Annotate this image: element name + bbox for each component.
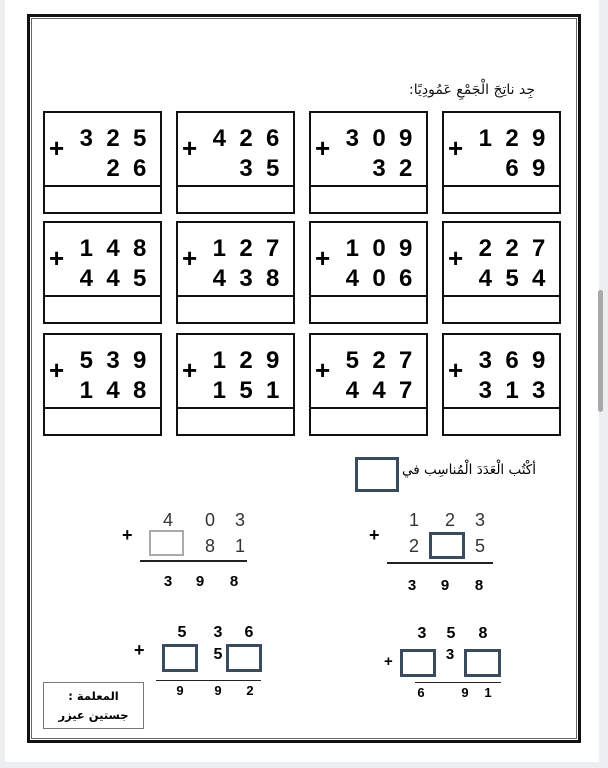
digit: 2 <box>398 155 413 182</box>
answer-cell[interactable] <box>311 407 426 434</box>
digit: 1 <box>345 235 359 262</box>
digit: 4 <box>345 265 359 292</box>
problem-card <box>43 111 162 214</box>
digit: 5 <box>132 265 147 292</box>
digit: 0 <box>204 510 215 530</box>
digit: 2 <box>246 683 254 698</box>
digit: 2 <box>372 347 386 374</box>
plus-sign: + <box>448 243 464 273</box>
problem-card <box>43 333 162 436</box>
answer-box[interactable] <box>149 530 184 556</box>
problem-card <box>309 333 428 436</box>
answer-box[interactable] <box>162 644 198 672</box>
answer-cell[interactable] <box>178 295 293 322</box>
digit: 2 <box>505 235 519 262</box>
plus-sign: + <box>448 355 464 385</box>
digit: 3 <box>213 624 223 641</box>
addend-bottom <box>339 157 419 181</box>
digit: 1 <box>408 510 419 530</box>
addend-top <box>339 237 419 261</box>
plus-sign: + <box>315 243 331 273</box>
problem-card <box>309 221 428 324</box>
digit: 3 <box>531 377 546 404</box>
addend-bottom <box>206 379 286 403</box>
problem-card <box>442 333 561 436</box>
digit: 5 <box>132 125 147 152</box>
digit: 7 <box>398 347 413 374</box>
digit: 4 <box>531 265 546 292</box>
answer-cell[interactable] <box>45 295 160 322</box>
addend-bottom <box>339 267 419 291</box>
answer-box[interactable] <box>400 649 436 677</box>
digit: 5 <box>505 265 519 292</box>
digit: 6 <box>265 125 280 152</box>
scrollbar[interactable] <box>598 290 603 412</box>
digit: 1 <box>234 536 245 556</box>
digit: 9 <box>531 347 546 374</box>
digit: 6 <box>132 155 147 182</box>
digit: 3 <box>478 347 492 374</box>
digit: 3 <box>417 625 427 642</box>
digit: 9 <box>176 683 184 698</box>
instruction-box-icon <box>355 457 399 492</box>
problem-card <box>43 221 162 324</box>
digit: 1 <box>505 377 519 404</box>
digit: 9 <box>398 125 413 152</box>
digit: 4 <box>79 265 93 292</box>
addend-bottom <box>73 379 153 403</box>
digit: 9 <box>461 685 469 700</box>
teacher-label: المعلمة : <box>68 689 119 703</box>
digit: 4 <box>212 125 226 152</box>
digit: 1 <box>265 377 280 404</box>
digit: 1 <box>212 347 226 374</box>
digit: 5 <box>345 347 359 374</box>
digit <box>339 157 366 181</box>
answer-cell[interactable] <box>444 407 559 434</box>
digit: 8 <box>229 573 239 590</box>
digit: 3 <box>478 377 492 404</box>
digit: 1 <box>79 377 93 404</box>
digit: 2 <box>106 155 120 182</box>
plus-sign: + <box>49 243 65 273</box>
worksheet-title: جِد ناتِجَ الْجَمْعِ عَمُودِيًا: <box>409 82 535 98</box>
digit: 4 <box>345 377 359 404</box>
digit: 4 <box>212 265 226 292</box>
plus-sign: + <box>122 525 133 545</box>
addend-bottom <box>339 379 419 403</box>
digit: 4 <box>106 377 120 404</box>
digit: 7 <box>398 377 413 404</box>
plus-sign: + <box>315 355 331 385</box>
digit: 4 <box>478 265 492 292</box>
digit: 9 <box>440 577 450 594</box>
problem-card <box>442 221 561 324</box>
digit: 9 <box>531 125 546 152</box>
digit: 8 <box>132 377 147 404</box>
digit: 5 <box>474 536 485 556</box>
addend-top <box>73 237 153 261</box>
addend-bottom <box>472 157 552 181</box>
teacher-box <box>43 682 144 729</box>
answer-box[interactable] <box>226 644 262 672</box>
digit: 6 <box>398 265 413 292</box>
digit: 2 <box>505 125 519 152</box>
addend-bottom <box>206 267 286 291</box>
addend-top <box>472 237 552 261</box>
digit: 3 <box>407 577 417 594</box>
plus-sign: + <box>134 640 145 660</box>
digit: 0 <box>372 265 386 292</box>
digit <box>472 157 499 181</box>
plus-sign: + <box>384 653 393 670</box>
problem-card <box>176 333 295 436</box>
problem-card <box>176 111 295 214</box>
digit: 4 <box>106 235 120 262</box>
digit: 5 <box>239 377 253 404</box>
digit: 8 <box>132 235 147 262</box>
digit: 3 <box>239 155 253 182</box>
digit: 8 <box>204 536 215 556</box>
answer-cell[interactable] <box>444 185 559 212</box>
digit: 1 <box>478 125 492 152</box>
digit: 6 <box>505 155 519 182</box>
answer-cell[interactable] <box>444 295 559 322</box>
addend-top <box>206 349 286 373</box>
digit: 3 <box>445 646 455 663</box>
digit: 3 <box>372 155 386 182</box>
digit: 9 <box>398 235 413 262</box>
digit: 8 <box>265 265 280 292</box>
digit: 5 <box>79 347 93 374</box>
answer-cell[interactable] <box>311 295 426 322</box>
problem-card <box>309 111 428 214</box>
answer-cell[interactable] <box>311 185 426 212</box>
addend-top <box>339 349 419 373</box>
digit: 1 <box>212 377 226 404</box>
digit: 2 <box>239 235 253 262</box>
answer-cell[interactable] <box>45 185 160 212</box>
plus-sign: + <box>369 525 380 545</box>
digit: 9 <box>265 347 280 374</box>
digit: 6 <box>244 624 254 641</box>
answer-box[interactable] <box>429 532 465 559</box>
digit: 9 <box>214 683 222 698</box>
digit: 4 <box>372 377 386 404</box>
plus-sign: + <box>49 133 65 163</box>
addend-bottom <box>73 157 153 181</box>
sum-line <box>140 560 247 562</box>
digit: 7 <box>265 235 280 262</box>
sum-line <box>415 682 501 683</box>
problem-card <box>442 111 561 214</box>
answer-cell[interactable] <box>178 185 293 212</box>
addend-top <box>73 349 153 373</box>
answer-cell[interactable] <box>45 407 160 434</box>
digit: 2 <box>478 235 492 262</box>
digit: 8 <box>478 625 488 642</box>
digit: 3 <box>345 125 359 152</box>
answer-box[interactable] <box>464 649 501 677</box>
digit: 1 <box>212 235 226 262</box>
digit: 2 <box>444 510 455 530</box>
digit: 3 <box>79 125 93 152</box>
fill-instruction: أكْتُب الْعَدَدَ الْمُناسِب في <box>402 462 536 478</box>
digit: 1 <box>79 235 93 262</box>
digit: 5 <box>446 625 456 642</box>
digit: 2 <box>239 347 253 374</box>
digit: 9 <box>132 347 147 374</box>
plus-sign: + <box>182 243 198 273</box>
digit: 3 <box>163 573 173 590</box>
digit <box>73 157 100 181</box>
digit: 2 <box>106 125 120 152</box>
addend-top <box>73 127 153 151</box>
digit: 5 <box>177 624 187 641</box>
addend-top <box>472 127 552 151</box>
addend-top <box>472 349 552 373</box>
digit: 2 <box>239 125 253 152</box>
addend-bottom <box>472 267 552 291</box>
digit: 3 <box>106 347 120 374</box>
plus-sign: + <box>182 355 198 385</box>
digit: 5 <box>265 155 280 182</box>
digit: 8 <box>474 577 484 594</box>
digit: 9 <box>195 573 205 590</box>
digit: 5 <box>213 646 223 663</box>
digit: 4 <box>106 265 120 292</box>
addend-bottom <box>472 379 552 403</box>
sum-line <box>387 562 493 564</box>
digit: 9 <box>531 155 546 182</box>
digit: 1 <box>484 685 492 700</box>
digit <box>206 157 233 181</box>
problem-card <box>176 221 295 324</box>
digit: 2 <box>408 536 419 556</box>
addend-bottom <box>206 157 286 181</box>
addend-bottom <box>73 267 153 291</box>
addend-top <box>206 237 286 261</box>
plus-sign: + <box>448 133 464 163</box>
plus-sign: + <box>182 133 198 163</box>
sum-line <box>156 680 261 681</box>
digit: 6 <box>505 347 519 374</box>
digit: 3 <box>234 510 245 530</box>
digit: 3 <box>239 265 253 292</box>
digit: 3 <box>474 510 485 530</box>
digit: 0 <box>372 125 386 152</box>
teacher-name: جستين عيزر <box>58 708 129 722</box>
addend-top <box>339 127 419 151</box>
digit: 0 <box>372 235 386 262</box>
addend-top <box>206 127 286 151</box>
plus-sign: + <box>315 133 331 163</box>
digit: 7 <box>531 235 546 262</box>
digit: 4 <box>162 510 173 530</box>
plus-sign: + <box>49 355 65 385</box>
answer-cell[interactable] <box>178 407 293 434</box>
digit: 6 <box>417 685 425 700</box>
